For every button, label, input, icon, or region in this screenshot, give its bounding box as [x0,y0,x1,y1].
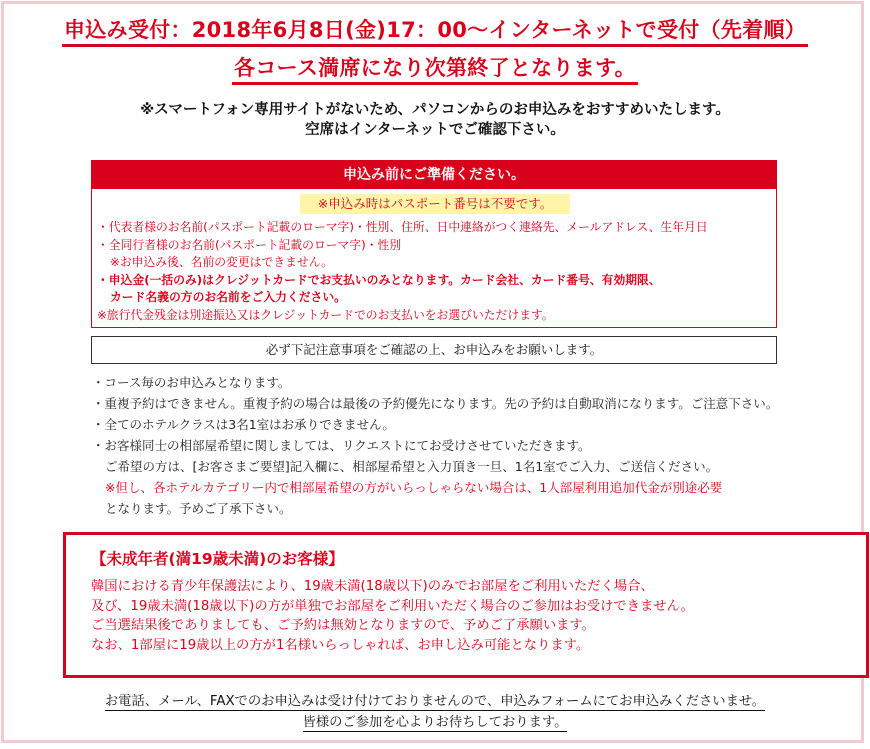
preparation-box [91,160,777,328]
minors-line: 及び、19歳未満(18歳以下)の方が単独でお部屋をご利用いただく場合のご参加はお受けできません。 [91,598,694,614]
preparation-item: ※旅行代金残金は別途振込又はクレジットカードでのお支払いをお選びいただけます。 [97,307,554,322]
rule-item: となります。予めご了承下さい。 [105,501,292,516]
headline-closing-text: 各コース満席になり次第終了となります。 [232,55,638,85]
minors-title: 【未成年者(満19歳未満)のお客様】 [91,550,344,568]
preparation-item: カード名義の方のお名前をご入力ください。 [110,290,346,305]
rules-list [92,372,862,519]
footer-closing [0,711,870,730]
headline-reception-text: 申込み受付：2018年6月8日(金)17：00～インターネットで受付（先着順） [62,17,808,47]
footer-application-text: お電話、メール、FAXでのお申込みは受け付けておりませんので、申込みフォームにてお申込みくださいませ。 [104,694,766,709]
rule-item: ご希望の方は、[お客さまご要望]記入欄に、相部屋希望と入力頂き一旦、1名1室でご入力、ご送信ください。 [105,459,719,474]
preparation-item: ・申込金(一括のみ)はクレジットカードでお支払いのみとなります。カード会社、カード番号、有効期限、 [97,272,661,287]
footer-closing-text: 皆様のご参加を心よりお待ちしております。 [302,715,568,730]
headline-closing [0,55,870,85]
vacancy-note: 空席はインターネットでご確認下さい。 [305,122,565,138]
preparation-item: ※お申込み後、名前の変更はできません。 [110,255,333,270]
footer-application-note [0,690,870,709]
minors-line: ご当選結果後でありましても、ご予約は無効となりますので、予めご了承願います。 [91,618,595,633]
minors-body [91,577,694,655]
rule-item: ※但し、各ホテルカテゴリー内で相部屋希望の方がいらっしゃらない場合は、1人部屋利用追加代金が別途必要 [105,480,723,495]
minors-line: 韓国における青少年保護法により、19歳未満(18歳以下)のみでお部屋をご利用いただく場合、 [91,579,654,594]
smartphone-note: ※スマートフォン専用サイトがないため、パソコンからのお申込みをおすすめいたします。 [140,102,730,118]
preparation-item: ・全同行者様のお名前(パスポート記載のローマ字)・性別 [97,237,402,252]
notice-box: 必ず下記注意事項をご確認の上、お申込みをお願いします。 [91,336,777,364]
rule-item: ・コース毎のお申込みとなります。 [92,375,291,390]
rule-item: ・全てのホテルクラスは3名1室はお承りできません。 [92,417,395,432]
rule-item: ・お客様同士の相部屋希望に関しましては、リクエストにてお受けさせていただきます。 [92,438,591,453]
preparation-item: ・代表者様のお名前(パスポート記載のローマ字)・性別、住所、日中連絡がつく連絡先、メールアドレス、生年月日 [97,220,708,234]
rule-item: ・重複予約はできません。重複予約の場合は最後の予約優先になります。先の予約は自動取消になります。ご注意下さい。 [92,396,779,411]
minors-box [63,532,869,678]
preparation-list [97,219,772,325]
passport-note: ※申込み時はパスポート番号は不要です。 [300,194,570,214]
headline-reception [0,17,870,47]
preparation-header: 申込み前にご準備ください。 [92,161,776,189]
minors-line: なお、1部屋に19歳以上の方が1名様いらっしゃれば、お申し込み可能となります。 [91,637,590,653]
